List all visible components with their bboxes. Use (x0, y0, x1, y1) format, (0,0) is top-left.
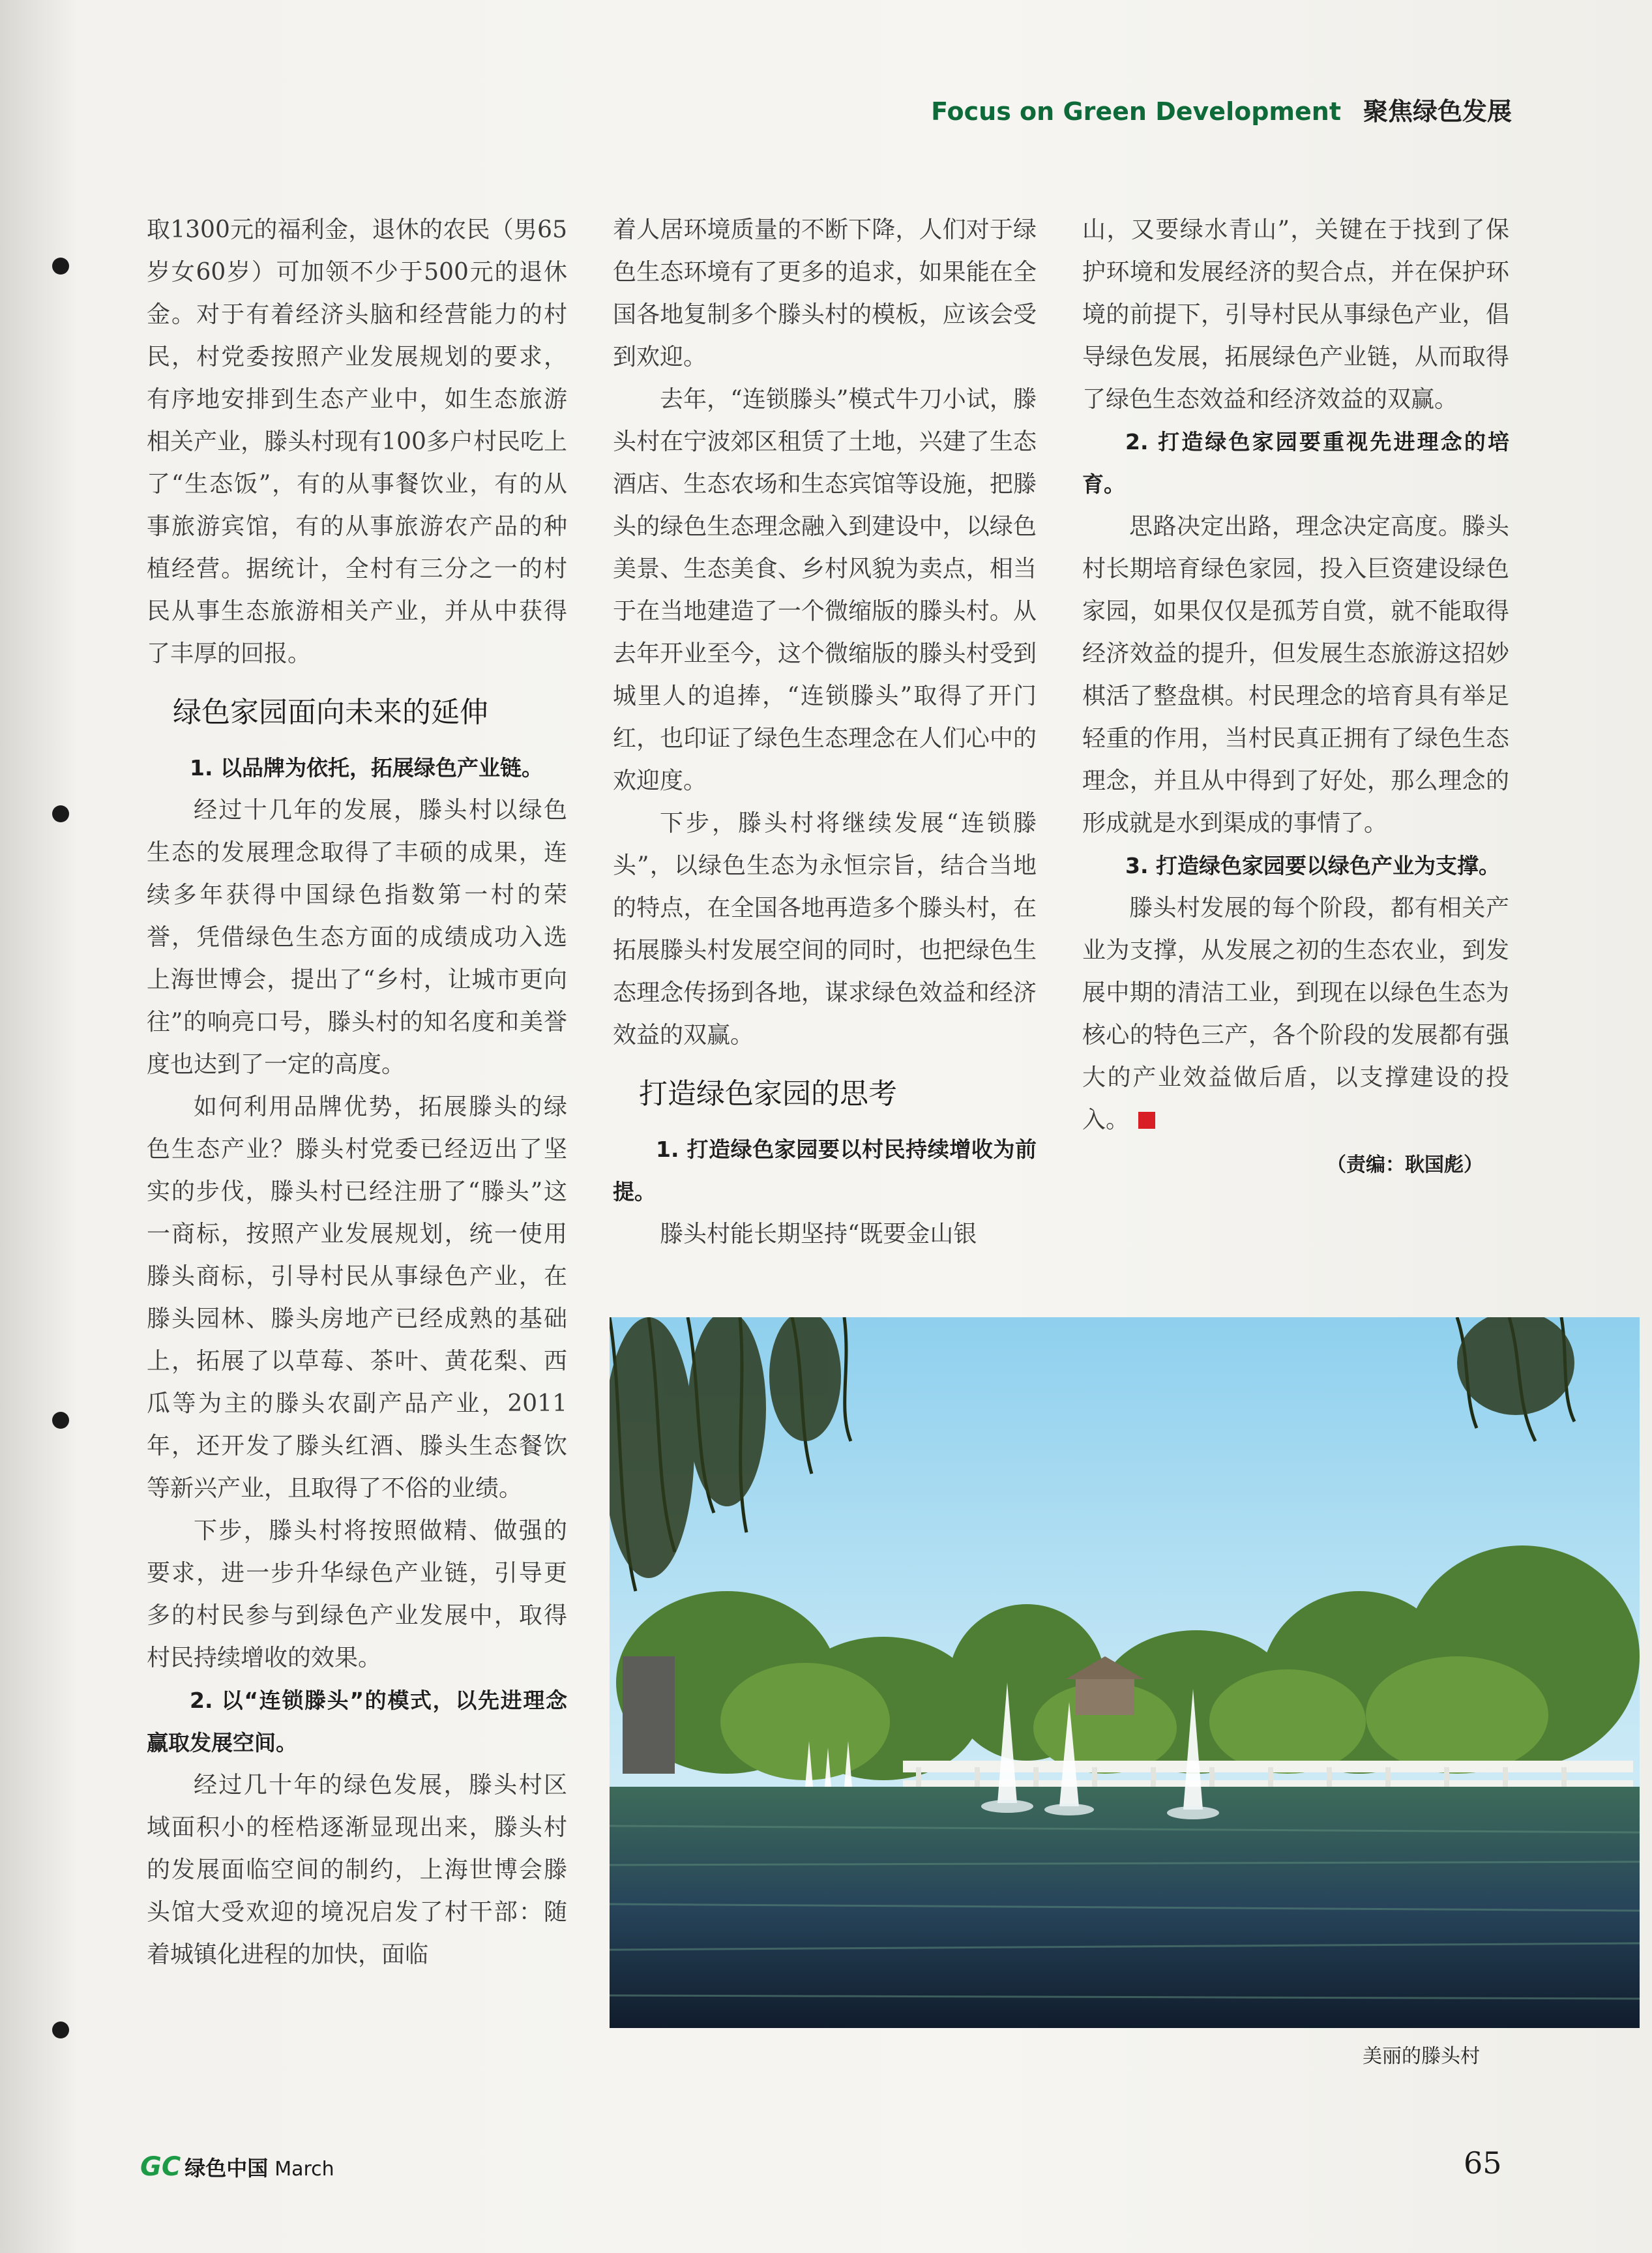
paragraph: 去年，“连锁滕头”模式牛刀小试，滕头村在宁波郊区租赁了土地，兴建了生态酒店、生态农场和生态宾馆等设施，把滕头的绿色生态理念融入到建设中，以绿色美景、生态美食、乡村风貌为卖点，相当于在当地建造了一个微缩版的滕头村。从去年开业至今，这个微缩版的滕头村受到城里人的追捧，“连锁滕头”取得了开门红，也印证了绿色生态理念在人们心中的欢迎度。 (613, 386, 1037, 794)
subheading: 2. 以“连锁滕头”的模式，以先进理念赢取发展空间。 (147, 1688, 567, 1755)
binder-hole (52, 1412, 69, 1429)
paragraph: 取1300元的福利金，退休的农民（男65岁女60岁）可加领不少于500元的退休金。对于有着经济头脑和经营能力的村民，村党委按照产业发展规划的要求，有序地安排到生态产业中，如生态旅游相关产业，滕头村现有100多户村民吃上了“生态饭”，有的从事餐饮业，有的从事旅游宾馆，有的从事旅游农产品的种植经营。据统计，全村有三分之一的村民从事生态旅游相关产业，并从中获得了丰厚的回报。 (147, 216, 567, 667)
paragraph: 经过几十年的绿色发展，滕头村区域面积小的桎梏逐渐显现出来，滕头村的发展面临空间的制约，上海世博会滕头馆大受欢迎的境况启发了村干部：随着城镇化进程的加快，面临 (147, 1772, 567, 1968)
lake-fountain-image (610, 1317, 1640, 2028)
text-column-3 (1082, 209, 1509, 1186)
paragraph: 下步，滕头村将继续发展“连锁滕头”，以绿色生态为永恒宗旨，结合当地的特点，在全国各地再造多个滕头村，在拓展滕头村发展空间的同时，也把绿色生态理念传扬到各地，谋求绿色效益和经济效益的双赢。 (613, 810, 1037, 1049)
page-number: 65 (1464, 2145, 1502, 2181)
magazine-name: 绿色中国 (184, 2156, 269, 2181)
magazine-logo: GC (140, 2152, 181, 2182)
running-header (931, 91, 1512, 127)
paragraph: 着人居环境质量的不断下降，人们对于绿色生态环境有了更多的追求，如果能在全国各地复制多个滕头村的模板，应该会受到欢迎。 (613, 216, 1037, 370)
text-column-1 (147, 209, 567, 1976)
binder-hole (52, 805, 69, 822)
section-heading: 打造绿色家园的思考 (639, 1077, 897, 1111)
issue-month: March (274, 2158, 334, 2181)
paragraph (1082, 887, 1509, 1141)
section-heading: 绿色家园面向未来的延伸 (173, 696, 488, 729)
paragraph: 经过十几年的发展，滕头村以绿色生态的发展理念取得了丰硕的成果，连续多年获得中国绿色指数第一村的荣誉，凭借绿色生态方面的成绩成功入选上海世博会，提出了“乡村，让城市更向往”的响亮口号，滕头村的知名度和美誉度也达到了一定的高度。 (147, 797, 567, 1078)
village-photo (610, 1317, 1640, 2028)
subheading: 3. 打造绿色家园要以绿色产业为支撑。 (1125, 853, 1500, 878)
paragraph-text: 滕头村发展的每个阶段，都有相关产业为支撑，从发展之初的生态农业，到发展中期的清洁工业，到现在以绿色生态为核心的特色三产，各个阶段的发展都有强大的产业效益做后盾，以支撑建设的投入。 (1082, 895, 1509, 1133)
binder-hole (52, 258, 69, 275)
page-footer (140, 2152, 334, 2182)
end-mark-icon (1138, 1112, 1155, 1129)
paragraph: 如何利用品牌优势，拓展滕头的绿色生态产业？滕头村党委已经迈出了坚实的步伐，滕头村已经注册了“滕头”这一商标，按照产业发展规划，统一使用滕头商标，引导村民从事绿色产业，在滕头园林、滕头房地产已经成熟的基础上，拓展了以草莓、茶叶、黄花梨、西瓜等为主的滕头农副产品产业，2011年，还开发了滕头红酒、滕头生态餐饮等新兴产业，且取得了不俗的业绩。 (147, 1094, 567, 1502)
paragraph: 思路决定出路，理念决定高度。滕头村长期培育绿色家园，投入巨资建设绿色家园，如果仅仅是孤芳自赏，就不能取得经济效益的提升，但发展生态旅游这招妙棋活了整盘棋。村民理念的培育具有举足轻重的作用，当村民真正拥有了绿色生态理念，并且从中得到了好处，那么理念的形成就是水到渠成的事情了。 (1082, 513, 1509, 837)
subheading: 1. 以品牌为依托，拓展绿色产业链。 (190, 755, 543, 781)
paragraph: 下步，滕头村将按照做精、做强的要求，进一步升华绿色产业链，引导更多的村民参与到绿色产业发展中，取得村民持续增收的效果。 (147, 1517, 567, 1671)
binder-hole (52, 2022, 69, 2038)
subheading: 2. 打造绿色家园要重视先进理念的培育。 (1082, 429, 1509, 497)
text-column-2 (613, 209, 1037, 1255)
editor-credit: （责编：耿国彪） (1327, 1154, 1483, 1176)
subheading: 1. 打造绿色家园要以村民持续增收为前提。 (613, 1137, 1037, 1204)
paragraph: 山，又要绿水青山”，关键在于找到了保护环境和发展经济的契合点，并在保护环境的前提下，引导村民从事绿色产业，倡导绿色发展，拓展绿色产业链，从而取得了绿色生态效益和经济效益的双赢。 (1082, 216, 1509, 413)
photo-caption: 美丽的滕头村 (1363, 2045, 1480, 2068)
header-chinese: 聚焦绿色发展 (1363, 97, 1512, 126)
header-english: Focus on Green Development (931, 97, 1341, 126)
paragraph: 滕头村能长期坚持“既要金山银 (660, 1221, 977, 1247)
